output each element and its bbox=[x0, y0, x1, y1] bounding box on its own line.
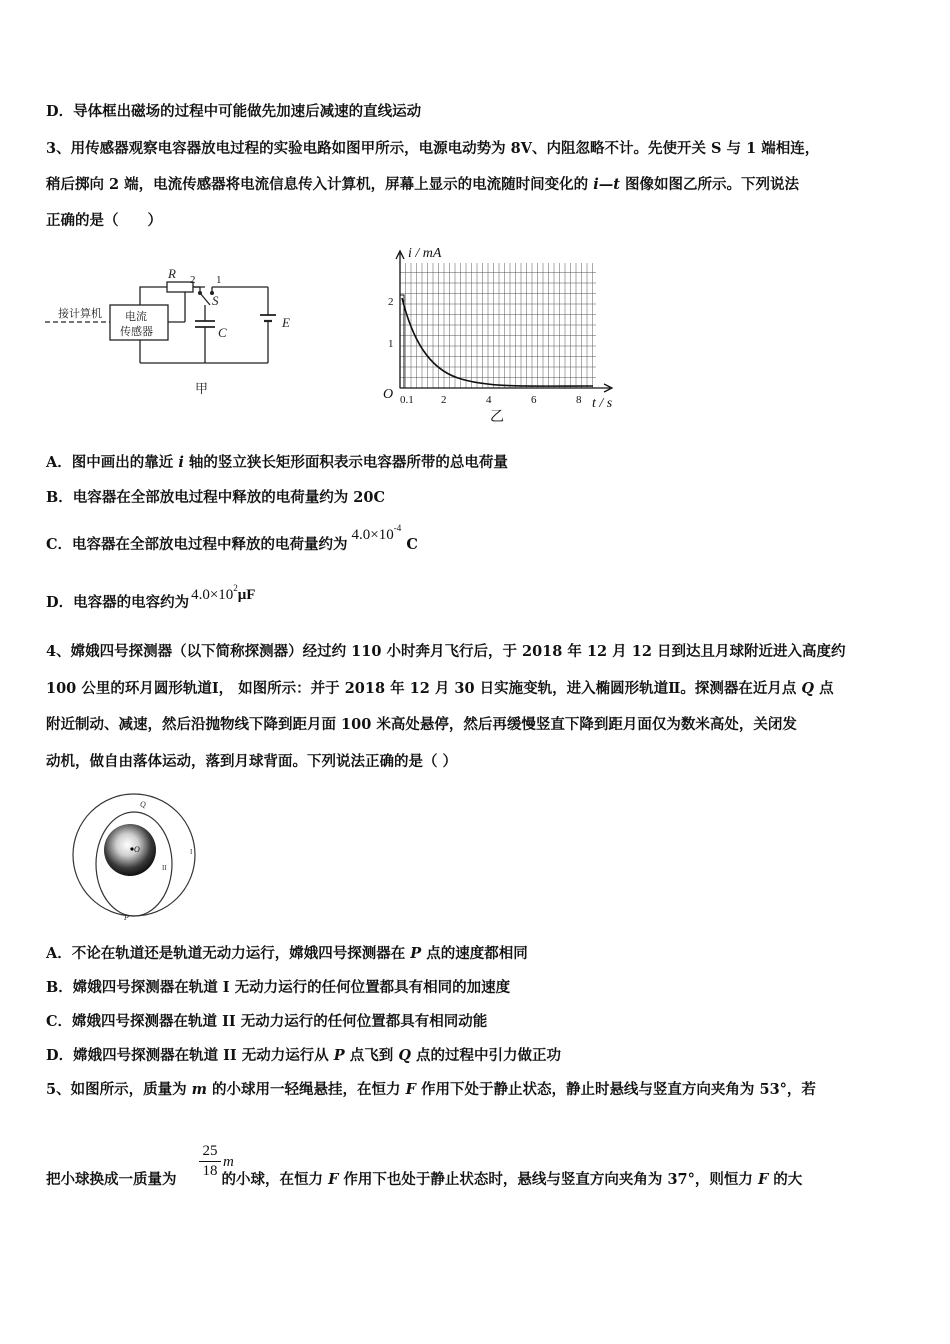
q3-option-d: D．电容器的电容约为 $4.0\times 10^2\mu F$ bbox=[46, 583, 256, 611]
resistor-label: R bbox=[168, 266, 176, 281]
xtick-4: 8 bbox=[576, 394, 582, 406]
q5-mass-variable: m bbox=[223, 1154, 234, 1170]
orbit-label-o: O bbox=[134, 845, 140, 854]
xtick-1: 2 bbox=[441, 394, 447, 406]
orbit-label-q: Q bbox=[140, 800, 146, 809]
q4-option-d: D．嫦娥四号探测器在轨道 II 无动力运行从 P 点飞到 Q 点的过程中引力做正功 bbox=[46, 1047, 562, 1064]
q5-stem-line2: 把小球换成一质量为 的小球，在恒力 F 作用下也处于静止状态时，悬线与竖直方向夹角为 37°，则恒力 F 的大 bbox=[46, 1171, 803, 1188]
sensor-label-2: 传感器 bbox=[120, 326, 153, 338]
q5-stem-line1: 5、如图所示，质量为 m 的小球用一轻绳悬挂，在恒力 F 作用下处于静止状态，静止时悬线与竖直方向夹角为 53°，若 bbox=[46, 1081, 816, 1098]
frac-numerator: 25 bbox=[202, 1143, 218, 1159]
q3-it-graph bbox=[378, 243, 628, 423]
q4-option-c: C．嫦娥四号探测器在轨道 II 无动力运行的任何位置都具有相同动能 bbox=[46, 1013, 488, 1030]
q3-option-a: A．图中画出的靠近 i 轴的竖立狭长矩形面积表示电容器所带的总电荷量 bbox=[46, 454, 508, 471]
q4-option-b: B．嫦娥四号探测器在轨道 I 无动力运行的任何位置都具有相同的加速度 bbox=[46, 979, 511, 996]
q3-option-c: C．电容器在全部放电过程中释放的电荷量约为$4.0\times 10^{-4}$ C bbox=[46, 523, 418, 553]
frac-denominator: 18 bbox=[202, 1163, 218, 1179]
switch-label: S bbox=[212, 293, 219, 308]
ytick-1: 1 bbox=[388, 338, 394, 350]
circuit-caption: 甲 bbox=[195, 381, 209, 396]
prev-option-d: D．导体框出磁场的过程中可能做先加速后减速的直线运动 bbox=[46, 103, 422, 120]
graph-origin: O bbox=[383, 387, 394, 402]
q3-option-b: B．电容器在全部放电过程中释放的电荷量约为 20C bbox=[46, 489, 386, 506]
graph-caption: 乙 bbox=[490, 410, 504, 423]
q3-circuit-figure bbox=[40, 265, 310, 400]
q4-orbit-figure bbox=[62, 792, 207, 922]
graph-ylabel: i / mA bbox=[408, 246, 442, 261]
terminal-2-label: 2 bbox=[190, 274, 196, 286]
q4-stem-line2: 100 公里的环月圆形轨道Ⅰ， 如图所示：并于 2018 年 12 月 30 日实施变轨，进入椭圆形轨道Ⅱ。探测器在近月点 Q 点 bbox=[46, 680, 834, 697]
q4-stem-line4: 动机，做自由落体运动，落到月球背面。下列说法正确的是（ ） bbox=[46, 753, 458, 770]
q4-option-a: A．不论在轨道还是轨道无动力运行，嫦娥四号探测器在 P 点的速度都相同 bbox=[46, 945, 528, 962]
xtick-3: 6 bbox=[531, 394, 537, 406]
capacitor-label: C bbox=[218, 325, 227, 340]
q3-stem-line3: 正确的是（ ） bbox=[46, 212, 162, 229]
sensor-label-1: 电流 bbox=[125, 311, 147, 323]
q4-stem-line1: 4、嫦娥四号探测器（以下简称探测器）经过约 110 小时奔月飞行后，于 2018 年 12 月 12 日到达且月球附近进入高度约 bbox=[46, 643, 846, 660]
graph-xlabel: t / s bbox=[592, 396, 613, 411]
ytick-2: 2 bbox=[388, 296, 394, 308]
xtick-0: 0.1 bbox=[400, 394, 414, 406]
q3-stem-line1: 3、用传感器观察电容器放电过程的实验电路如图甲所示，电源电动势为 8V、内阻忽略不计。先使开关 S 与 1 端相连， bbox=[46, 140, 820, 157]
computer-label: 接计算机 bbox=[58, 308, 102, 320]
source-label: E bbox=[282, 315, 290, 330]
q3-stem-line2: 稍后掷向 2 端，电流传感器将电流信息传入计算机，屏幕上显示的电流随时间变化的 i—t 图像如图乙所示。下列说法 bbox=[46, 176, 800, 193]
orbit-label-i: I bbox=[190, 848, 193, 856]
orbit-label-ii: II bbox=[162, 864, 167, 872]
terminal-1-label: 1 bbox=[216, 274, 222, 286]
orbit-label-p: P bbox=[124, 913, 129, 922]
xtick-2: 4 bbox=[486, 394, 492, 406]
q4-stem-line3: 附近制动、减速，然后沿抛物线下降到距月面 100 米高处悬停，然后再缓慢竖直下降到距月面仅为数米高处，关闭发 bbox=[46, 716, 797, 733]
